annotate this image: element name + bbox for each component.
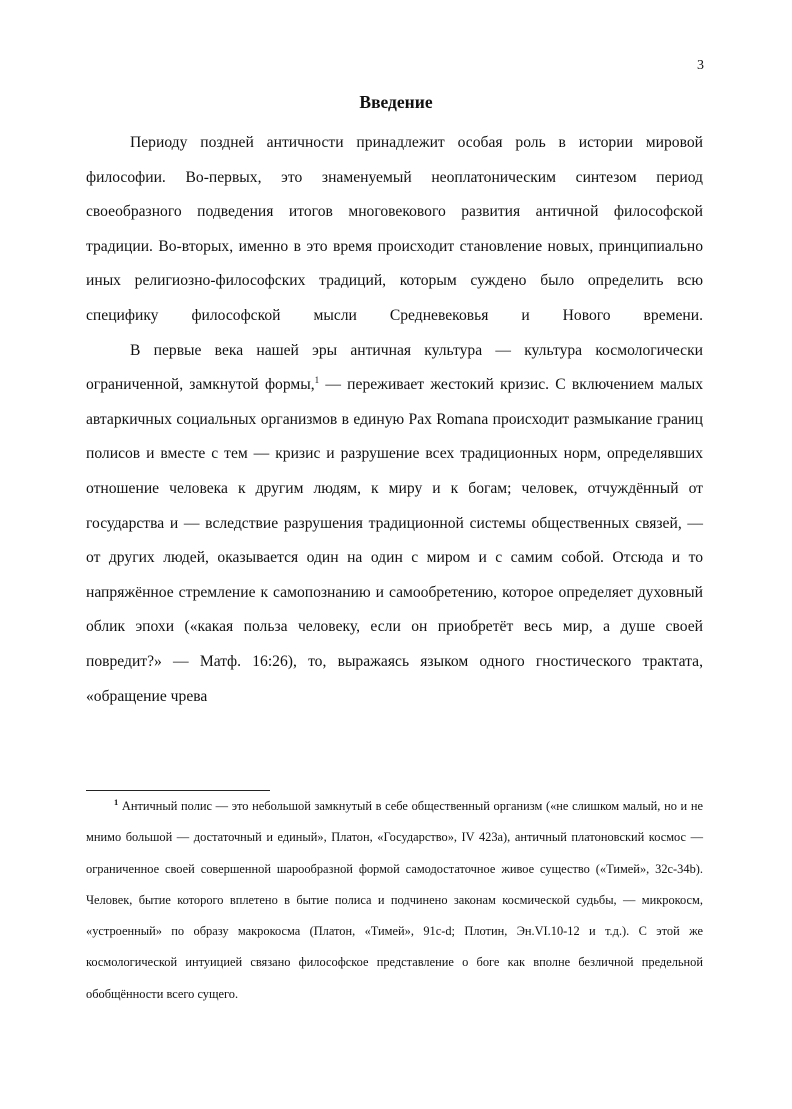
footnote-marker: 1 [114, 797, 119, 807]
paragraph-1: Периоду поздней античности принадлежит особая роль в истории мировой философии. Во-первых, это знаменуемый неоплатоническим синтезом период своеобразного подведения итогов многовекового развития античной философской традиции. Во-вторых, именно в это время происходит становление новых, принципиально иных религиозно-философских традиций, которым суждено было определить всю специфику философской мысли Средневековья и Нового времени. [86, 134, 703, 324]
paragraph-2-part-2: — переживает жестокий кризис. С включением малых автаркичных социальных организмов в единую Pax Romana происходит размыкание границ полисов и вместе с тем — кризис и разрушение всех традиционных норм, определявших отношение человека к другим людям, к миру и к богам; человек, отчуждённый от государства и — вследствие разрушения традиционной системы общественных связей, — от других людей, оказывается один на один с миром и с самим собой. Отсюда и то напряжённое стремление к самопознанию и самообретению, которое определяет духовный облик эпохи («какая польза человеку, если он приобретёт весь мир, а душе своей повредит?» — Матф. 16:26), то, выражаясь языком одного гностического трактата, «обращение чрева [86, 376, 703, 705]
footnote-reference: 1 [314, 375, 320, 386]
main-text [86, 126, 703, 714]
paragraph-2-part-1: В первые века нашей эры античная культура — культура космологически ограниченной, замкнутой формы, [86, 341, 703, 394]
footnote-text: Античный полис — это небольшой замкнутый в себе общественный организм («не слишком малый, но и не мнимо большой — достаточный и единый», Платон, «Государство», IV 423а), античный платоновский космос — ограниченное своей совершенной шарообразной формой самодостаточное живое существо («Тимей», 32c-34b). Человек, бытие которого вплетено в бытие полиса и подчинено законам космической судьбы, — микрокосм, «устроенный» по образу макрокосма (Платон, «Тимей», 91c-d; Плотин, Эн.VI.10-12 и т.д.). С этой же космологической интуицией связано философское представление о боге как вполне безличной предельной обобщённости всего сущего. [86, 799, 703, 1001]
footnote [86, 791, 703, 1010]
page-title: Введение [359, 92, 433, 112]
paragraph-2 [86, 334, 703, 715]
page-number: 3 [697, 58, 704, 73]
footnote-1 [86, 791, 703, 1010]
